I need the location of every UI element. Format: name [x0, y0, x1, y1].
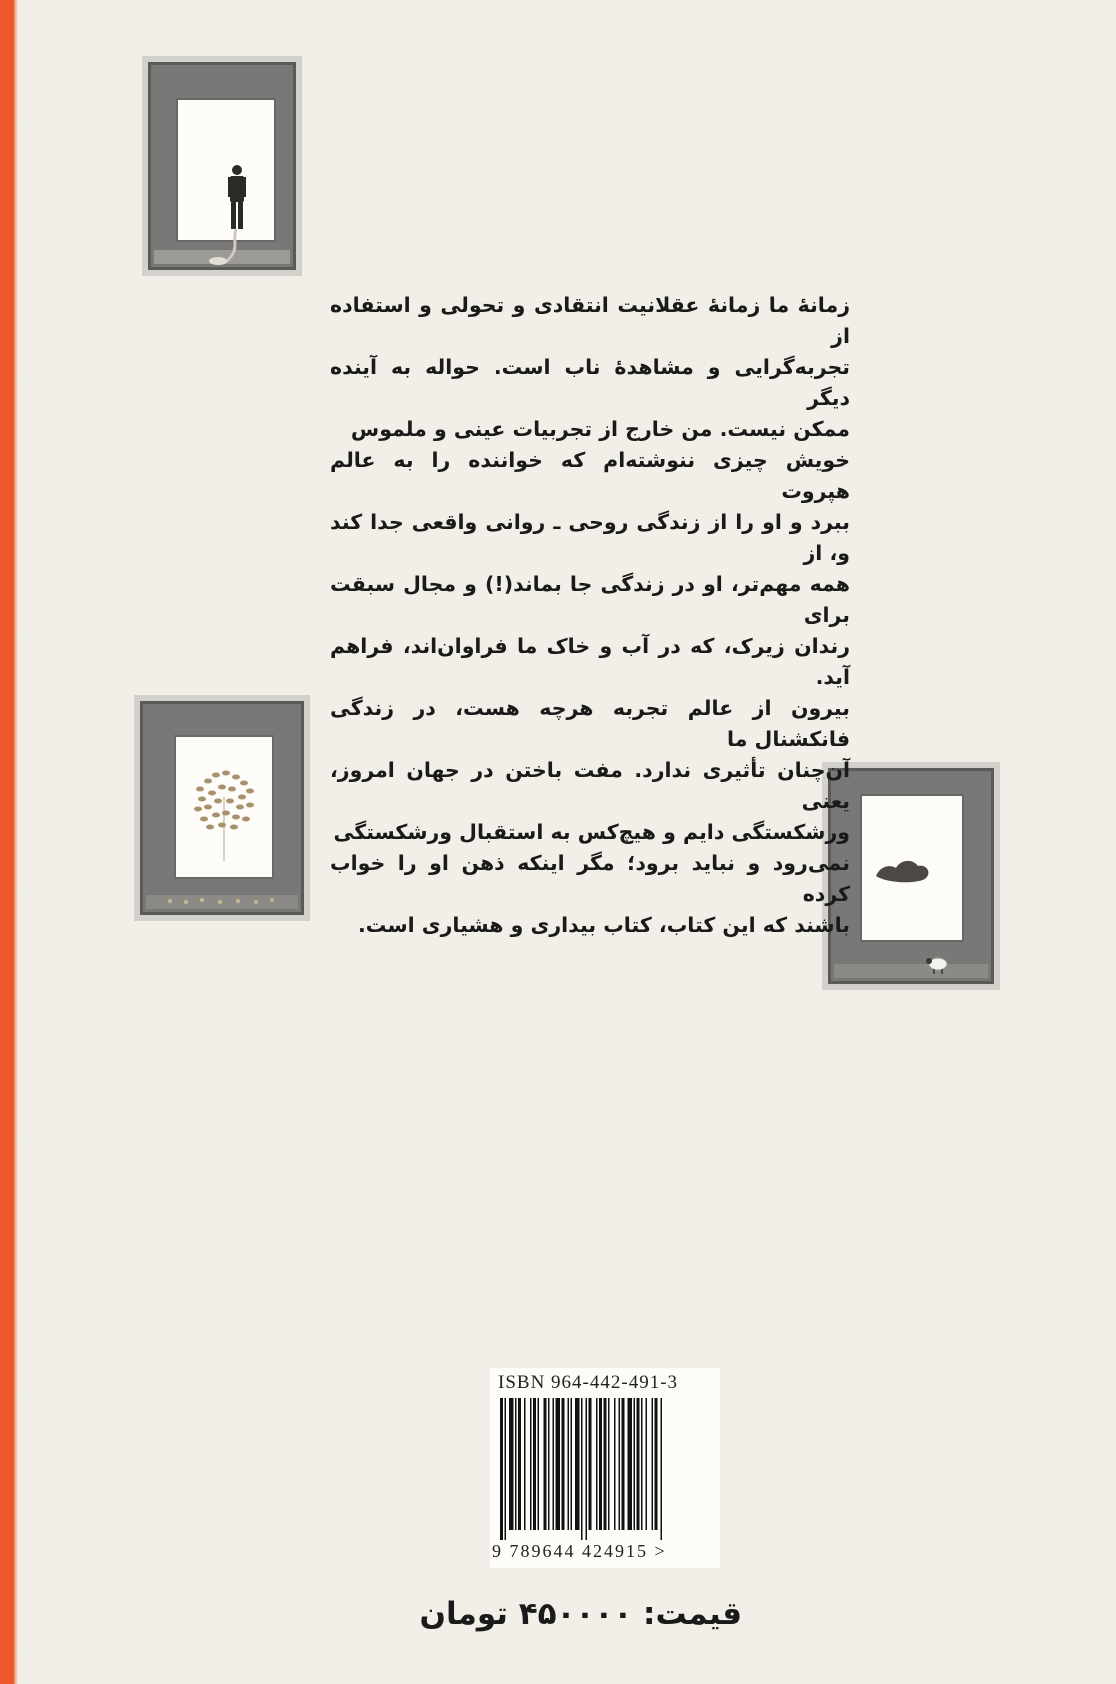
barcode-bar [524, 1398, 526, 1530]
barcode-bar [562, 1398, 565, 1530]
barcode-bar [619, 1398, 621, 1530]
barcode-bar [530, 1398, 532, 1530]
barcode-bar [661, 1398, 663, 1540]
frame-tree-illustration [134, 695, 310, 921]
barcode-bar [604, 1398, 607, 1530]
barcode-bar [608, 1398, 610, 1530]
isbn-label: ISBN 964-442-491-3 [498, 1372, 679, 1393]
barcode-bar [581, 1398, 583, 1540]
blurb-line: رندان زیرک، که در آب و خاک ما فراوان‌اند، فراهم آید. [330, 634, 850, 689]
spine-edge [14, 0, 18, 1684]
barcode-bar [518, 1398, 521, 1530]
back-cover-blurb [330, 290, 850, 941]
man-figure-icon [148, 62, 296, 270]
barcode-bar [655, 1398, 658, 1530]
barcode-bar [599, 1398, 602, 1530]
price-label: قیمت: ۴۵۰۰۰۰ تومان [419, 1596, 742, 1632]
barcode-bar [628, 1398, 633, 1530]
blurb-line: ببرد و او را از زندگی روحی ـ روانی واقعی جدا کند و، از [330, 510, 850, 565]
blurb-line: نمی‌رود و نباید برود؛ مگر اینکه ذهن او را خواب کرده [330, 851, 850, 906]
barcode-bar [505, 1398, 507, 1540]
barcode-bar [548, 1398, 550, 1530]
barcode-bar [614, 1398, 616, 1530]
barcode-bar [641, 1398, 643, 1530]
barcode-bar [500, 1398, 503, 1540]
barcode-bar [589, 1398, 592, 1530]
barcode-bars [500, 1398, 710, 1540]
barcode-bar [596, 1398, 598, 1530]
blurb-line: باشند که این کتاب، کتاب بیداری و هشیاری است. [357, 913, 850, 937]
spine-strip [0, 0, 14, 1684]
barcode-bar [637, 1398, 640, 1530]
blurb-line: همه مهم‌تر، او در زندگی جا بماند(!) و مجال سبقت برای [330, 572, 850, 627]
ean-digits: 9 789644 424915 > [492, 1541, 667, 1561]
blurb-line: خویش چیزی ننوشته‌ام که خواننده را به عالم هپروت [330, 448, 850, 503]
blurb-line: تجربه‌گرایی و مشاهدهٔ ناب است. حواله به آینده دیگر [330, 355, 850, 410]
barcode-bar [533, 1398, 536, 1530]
blurb-line: ورشکستگی دایم و هیچ‌کس به استقبال ورشکستگی [333, 820, 850, 844]
tree-icon [140, 701, 304, 915]
barcode-bar [553, 1398, 555, 1530]
blurb-line: آن‌چنان تأثیری ندارد. مفت باختن در جهان امروز، یعنی [330, 758, 850, 813]
blurb-line: بیرون از عالم تجربه هرچه هست، در زندگی فانکشنال ما [330, 696, 850, 751]
blurb-line: ممکن نیست. من خارج از تجربیات عینی و ملموس [350, 417, 850, 441]
barcode-block [490, 1368, 720, 1568]
blurb-line: زمانهٔ ما زمانهٔ عقلانیت انتقادی و تحولی و استفاده از [330, 293, 850, 348]
barcode-bar [544, 1398, 547, 1530]
barcode-bar [509, 1398, 514, 1530]
barcode-bar [586, 1398, 588, 1540]
barcode-bar [652, 1398, 654, 1530]
barcode-bar [646, 1398, 648, 1530]
frame-man-illustration [142, 56, 302, 276]
barcode-bar [634, 1398, 636, 1530]
barcode-bar [556, 1398, 561, 1530]
barcode-bar [571, 1398, 573, 1530]
barcode-bar [515, 1398, 517, 1530]
barcode-bar [622, 1398, 625, 1530]
barcode-bar [568, 1398, 570, 1530]
sheep-icon [828, 768, 994, 984]
barcode-bar [575, 1398, 580, 1530]
barcode-bar [538, 1398, 540, 1530]
